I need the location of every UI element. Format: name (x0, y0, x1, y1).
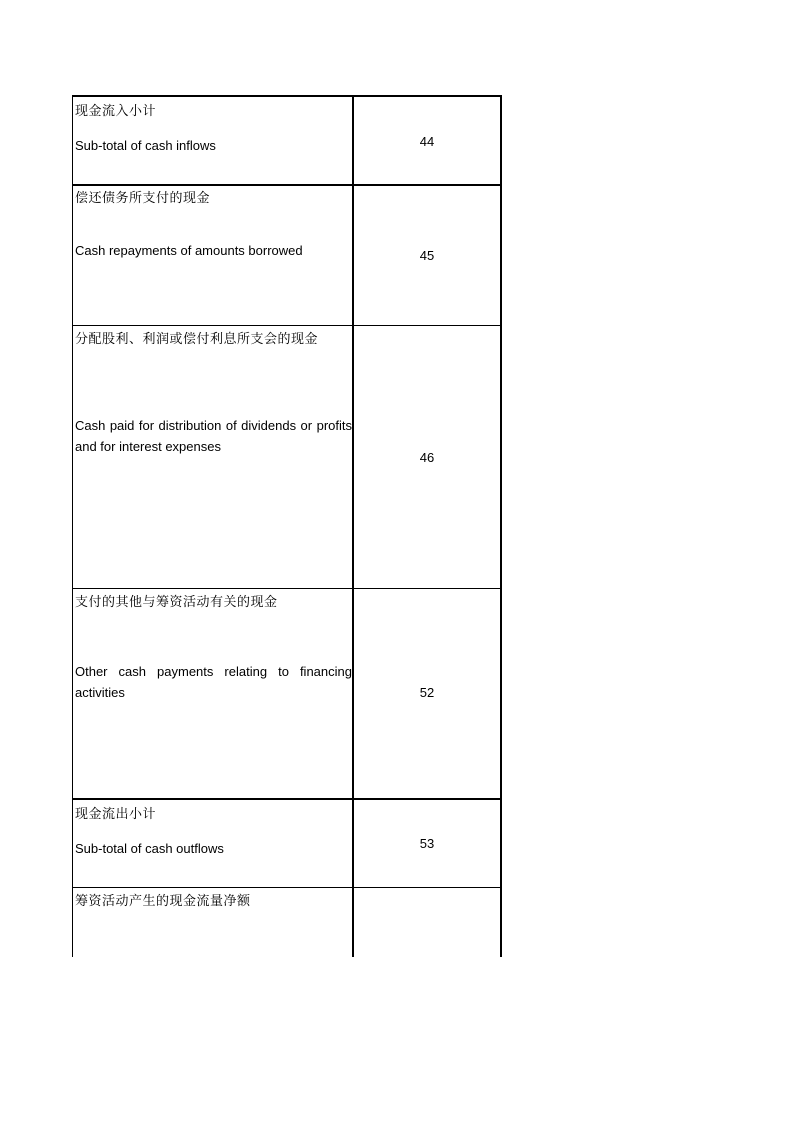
line-number-cell (354, 97, 502, 184)
description-cell (72, 888, 354, 957)
item-label-zh: 现金流出小计 (75, 807, 157, 822)
description-cell (72, 800, 354, 887)
table-row (72, 95, 502, 184)
line-number-cell (354, 800, 502, 887)
item-label-zh: 现金流入小计 (75, 104, 157, 119)
line-number: 45 (419, 248, 435, 263)
line-number-cell (354, 589, 502, 798)
item-label-zh: 筹资活动产生的现金流量净额 (75, 894, 251, 909)
financing-activities-table (72, 95, 502, 957)
item-label-zh: 分配股利、利润或偿付利息所支会的现金 (75, 332, 319, 347)
table-row (72, 325, 502, 588)
line-number-cell (354, 888, 502, 957)
line-number: 44 (419, 134, 435, 149)
table-row (72, 887, 502, 957)
description-cell (72, 97, 354, 184)
table-row (72, 798, 502, 887)
description-cell (72, 326, 354, 588)
line-number: 46 (419, 450, 435, 465)
item-label-en: Sub-total of cash inflows (75, 138, 216, 153)
table-row (72, 588, 502, 798)
line-number-cell (354, 186, 502, 325)
description-cell (72, 186, 354, 325)
line-number-cell (354, 326, 502, 588)
line-number: 53 (419, 836, 435, 851)
cash-flow-statement-sheet (72, 95, 502, 957)
item-label-en: Cash paid for distribution of dividends or profits and for interest expenses (75, 418, 352, 454)
item-label-en: Other cash payments relating to financing activities (75, 664, 352, 700)
item-label-en: Sub-total of cash outflows (75, 841, 224, 856)
line-number: 52 (419, 685, 435, 700)
item-label-en: Cash repayments of amounts borrowed (75, 243, 303, 258)
table-row (72, 184, 502, 325)
item-label-zh: 支付的其他与筹资活动有关的现金 (75, 595, 278, 610)
item-label-zh: 偿还债务所支付的现金 (75, 191, 211, 206)
description-cell (72, 589, 354, 798)
